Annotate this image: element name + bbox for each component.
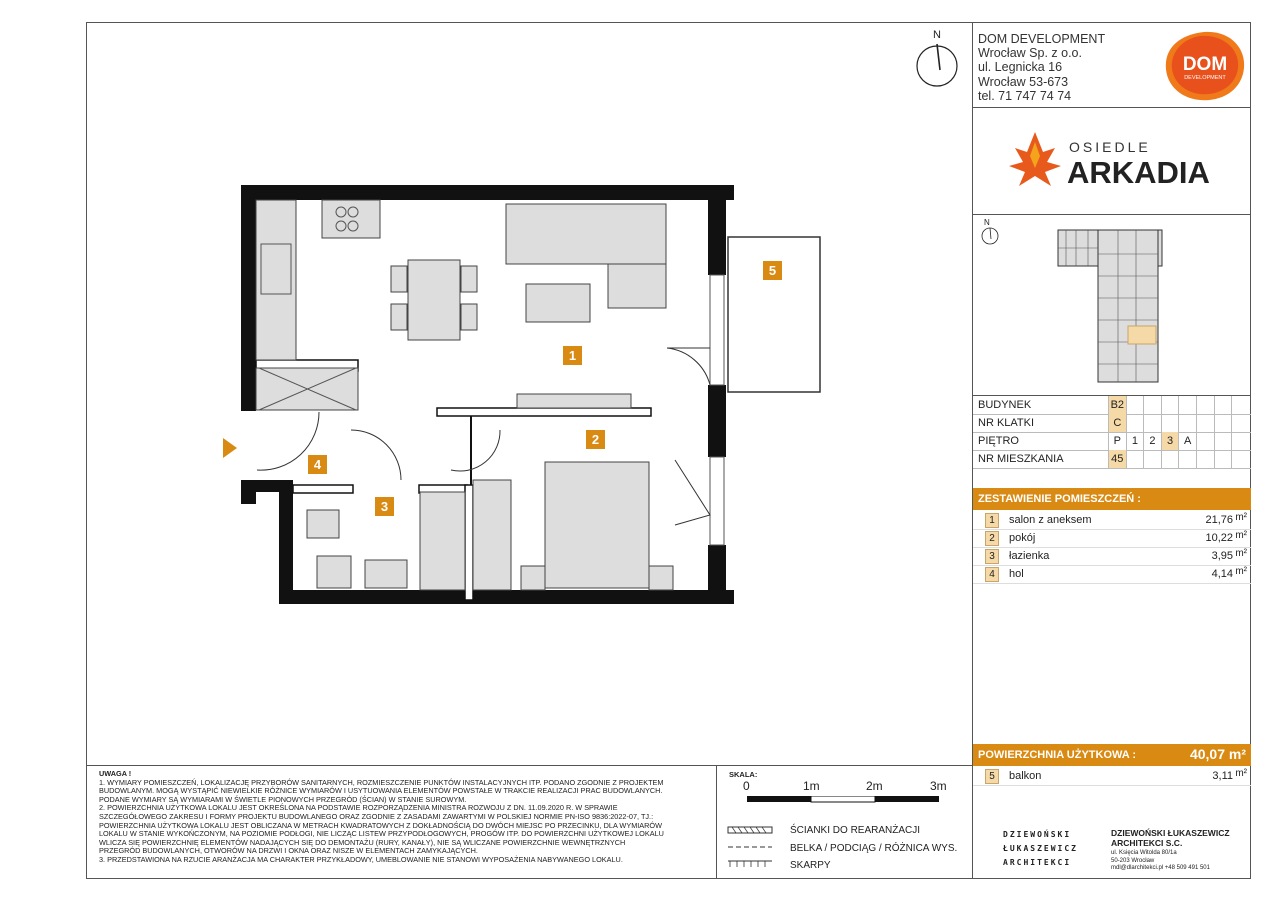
property-label: NR MIESZKANIA <box>978 453 1064 465</box>
property-cell <box>1231 396 1249 414</box>
usable-area-value: 40,07 m² <box>1189 746 1246 762</box>
scale-tick-3: 3m <box>930 779 947 793</box>
architect-contact: mdl@dlarchitekci.pl +48 509 491 501 <box>1111 865 1210 871</box>
room-row <box>973 511 1251 530</box>
keyplan-n-label: N <box>984 218 990 227</box>
company-address <box>978 32 1105 103</box>
note-line: LOKALU W STANIE WYKOŃCZONYM, NA POZIOMIE PODŁOGI, NIE LICZĄC LISTEW PRZYPODŁOGOWYCH, PROGÓW ITP. DO POWIERZCHNI UŻYTKOWEJ LOKALU <box>99 829 664 839</box>
property-cell <box>1178 396 1196 414</box>
scale-title: SKALA: <box>729 770 758 779</box>
property-cell <box>1196 450 1214 468</box>
property-cell: P <box>1108 432 1126 450</box>
note-line: WLICZA SIĘ POWIERZCHNIĘ ELEMENTÓW NADAJĄCYCH SIĘ DO DEMONTAŻU (RURY, KANAŁY), NIE SĄ WLICZANE POWIERZCHNIE WEWNĘTRZNYCH <box>99 837 626 847</box>
room-row <box>973 529 1251 548</box>
keyplan-apartment-highlight <box>1128 326 1156 344</box>
room-area: 4,14 <box>1211 568 1233 580</box>
plan-label-5: 5 <box>763 261 782 280</box>
note-line: SZCZEGÓŁOWEGO ZAKRESU I FORMY PROJEKTU BUDOWLANEGO ORAZ ZGODNIE Z ZASADAMI ZAWARTYMI W POLSKIEJ NORMIE PN-ISO 9836:2022-07, TJ.: <box>99 811 654 821</box>
rooms-header <box>973 488 1251 510</box>
notes-lines <box>99 779 709 865</box>
property-cell <box>1126 414 1144 432</box>
note-line: 1. WYMIARY POMIESZCZEŃ, LOKALIZACJĘ PRZYBORÓW SANITARNYCH, ROZMIESZCZENIE PUNKTÓW INSTALACYJNYCH ITP. PODANO ZGODNIE Z PROJEKTEM <box>99 777 664 787</box>
legend-symbols <box>727 826 777 871</box>
scale-tick-0: 0 <box>743 779 750 793</box>
property-cell: B2 <box>1108 396 1126 414</box>
plan-label-3: 3 <box>375 497 394 516</box>
property-label: NR KLATKI <box>978 417 1035 429</box>
room-unit: m² <box>1235 566 1247 577</box>
property-cell: 45 <box>1108 450 1126 468</box>
property-cell <box>1143 396 1161 414</box>
property-cell <box>1231 432 1249 450</box>
plan-label-2: 2 <box>586 430 605 449</box>
room-unit: m² <box>1235 530 1247 541</box>
notes-block <box>99 770 709 865</box>
property-table <box>973 396 1251 468</box>
building-key-plan <box>976 214 1251 394</box>
property-cell <box>1231 450 1249 468</box>
legend-rearrangeable-walls: ŚCIANKI DO REARANŻACJI <box>790 825 921 836</box>
property-cell: A <box>1178 432 1196 450</box>
property-cell <box>1178 414 1196 432</box>
property-cell: 2 <box>1143 432 1161 450</box>
property-cell: 1 <box>1126 432 1144 450</box>
scale-tick-1: 1m <box>803 779 820 793</box>
property-cell: 3 <box>1161 432 1179 450</box>
compass-n-label: N <box>933 29 941 41</box>
legend-slopes: SKARPY <box>790 860 831 871</box>
company-line: ul. Legnicka 16 <box>978 60 1063 75</box>
architect-name <box>1111 828 1230 848</box>
company-line: Wrocław 53-673 <box>978 74 1069 89</box>
note-line: POWIERZCHNIA UŻYTKOWA LOKALU JEST OBLICZANA W METRACH KWADRATOWYCH Z DOKŁADNOŚCIĄ DO DWÓCH MIEJSC PO PRZECINKU, DLA WYMIARÓW <box>99 820 662 830</box>
room-num: 2 <box>985 531 999 546</box>
project-name-top: OSIEDLE <box>1069 139 1151 155</box>
floor-plan <box>215 180 835 610</box>
property-cell <box>1214 414 1232 432</box>
note-line: 3. PRZEDSTAWIONA NA RZUCIE ARANŻACJA MA CHARAKTER PRZYKŁADOWY, UMEBLOWANIE NIE STANOWI WYPOSAŻENIA NABYWANEGO LOKALU. <box>99 854 623 864</box>
architect-address <box>1111 850 1210 873</box>
room-unit: m² <box>1235 512 1247 523</box>
plan-label-1: 1 <box>563 346 582 365</box>
plan-label-4: 4 <box>308 455 327 474</box>
property-cell <box>1126 450 1144 468</box>
note-line: 2. POWIERZCHNIA UŻYTKOWA LOKALU JEST OKREŚLONA NA PODSTAWIE ROZPORZĄDZENIA MINISTRA ROZWOJU Z DN. 11.09.2020 R. W SPRAWIE <box>99 803 618 813</box>
scale-tick-2: 2m <box>866 779 883 793</box>
property-cell <box>1143 450 1161 468</box>
room-num: 1 <box>985 513 999 528</box>
osiedle-arkadia-logo <box>1005 128 1220 198</box>
architect-name-line: DZIEWOŃSKI ŁUKASZEWICZ <box>1111 828 1230 838</box>
property-row <box>973 396 1251 415</box>
usable-area-label: POWIERZCHNIA UŻYTKOWA : <box>978 749 1137 761</box>
property-cell: C <box>1108 414 1126 432</box>
dom-development-logo <box>1160 28 1248 104</box>
company-name: DOM DEVELOPMENT <box>978 32 1106 46</box>
logo-text: DOM <box>1182 54 1228 75</box>
balcony-unit: m² <box>1235 768 1247 779</box>
property-cell <box>1196 396 1214 414</box>
room-area: 3,95 <box>1211 550 1233 562</box>
architect-address-line: ul. Księcia Witolda 80/1a <box>1111 850 1177 856</box>
room-name: salon z aneksem <box>1009 514 1092 526</box>
property-row <box>973 414 1251 433</box>
room-area: 10,22 <box>1205 532 1233 544</box>
property-cell <box>1161 414 1179 432</box>
balcony-num: 5 <box>985 769 999 784</box>
property-cell <box>1178 450 1196 468</box>
property-label: PIĘTRO <box>978 435 1019 447</box>
company-divider <box>972 107 1251 108</box>
architect-logo-line: ARCHITEKCI <box>1003 858 1072 867</box>
notes-divider <box>86 765 972 766</box>
architect-logo-line: DZIEWOŃSKI <box>1003 830 1072 839</box>
room-num: 3 <box>985 549 999 564</box>
property-row <box>973 450 1251 469</box>
property-cell <box>1214 432 1232 450</box>
compass-north <box>912 26 962 96</box>
note-line: PRZEGRÓD BUDOWLANYCH, OTWORÓW NA DRZWI I OKNA ORAZ NISZE W ELEMENTACH ZAMYKAJĄCYCH. <box>99 846 478 856</box>
property-cell <box>1161 450 1179 468</box>
property-cell <box>1214 396 1232 414</box>
usable-area-bar <box>973 744 1251 766</box>
room-row <box>973 547 1251 566</box>
room-area: 21,76 <box>1205 514 1233 526</box>
company-phone: tel. 71 747 74 74 <box>978 88 1072 103</box>
room-name: łazienka <box>1009 550 1050 562</box>
property-cell <box>1196 432 1214 450</box>
architect-address-line: 50-203 Wrocław <box>1111 857 1155 864</box>
property-cell <box>1214 450 1232 468</box>
architect-logo-line: ŁUKASZEWICZ <box>1003 844 1078 853</box>
legend-beam: BELKA / PODCIĄG / RÓŻNICA WYS. <box>790 843 958 854</box>
property-cell <box>1143 414 1161 432</box>
balcony-name: balkon <box>1009 770 1042 782</box>
property-cell <box>1231 414 1249 432</box>
property-cell <box>1126 396 1144 414</box>
property-cell <box>1196 414 1214 432</box>
logo-subtext: DEVELOPMENT <box>1184 75 1226 81</box>
property-cell <box>1161 396 1179 414</box>
notes-title: UWAGA ! <box>99 769 132 778</box>
architect-logo <box>1003 828 1078 870</box>
room-unit: m² <box>1235 548 1247 559</box>
note-line: PODANE WYMIARY SĄ WYMIARAMI W ŚWIETLE PIONOWYCH PRZEGRÓD (ŚCIAN) W STANIE SUROWYM. <box>99 794 467 804</box>
project-name: ARKADIA <box>1067 155 1210 190</box>
room-name: hol <box>1009 568 1024 580</box>
property-row <box>973 432 1251 451</box>
balcony-row <box>973 767 1251 786</box>
scale-divider <box>716 765 717 879</box>
architect-name-line: ARCHITEKCI S.C. <box>1111 838 1183 848</box>
property-label: BUDYNEK <box>978 399 1032 411</box>
rooms-header-text: ZESTAWIENIE POMIESZCZEŃ : <box>978 493 1141 505</box>
scale-bar <box>747 796 947 804</box>
room-name: pokój <box>1009 532 1036 544</box>
room-row <box>973 565 1251 584</box>
balcony-area: 3,11 <box>1212 770 1233 782</box>
company-line: Wrocław Sp. z o.o. <box>978 46 1082 61</box>
entrance-arrow <box>223 438 237 458</box>
note-line: BUDOWLANYM. MOGĄ WYSTĄPIĆ NIEWIELKIE RÓŻNICE WYMIARÓW I USYTUOWANIA ELEMENTÓW POWSTAŁE W TRAKCIE REALIZACJI PRAC BUDOWLANYCH. <box>99 786 663 796</box>
room-num: 4 <box>985 567 999 582</box>
